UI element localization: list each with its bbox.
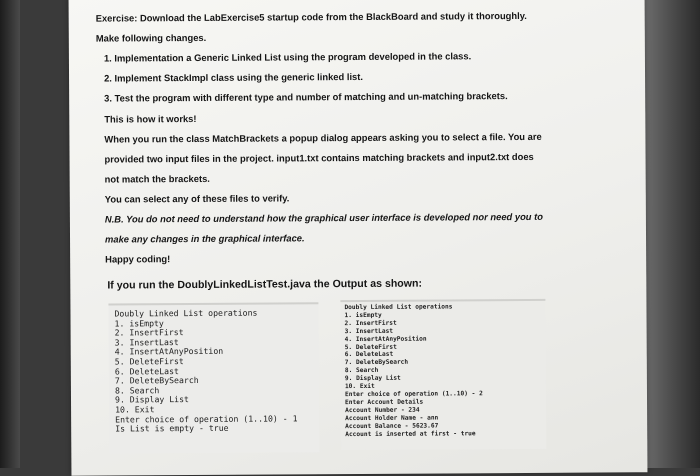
console-line: Enter choice of operation (1..10) - 1 (115, 412, 298, 425)
console-line: 4. InsertAtAnyPosition (344, 335, 427, 343)
closing-text: Happy coding! (105, 253, 171, 265)
console-line: Account is inserted at first - true (345, 429, 476, 438)
description-line-1: When you run the class MatchBrackets a popup dialog appears asking you to select a file. You are (104, 130, 542, 145)
console-line: Doubly Linked List operations (344, 303, 453, 312)
background-edge-right (644, 0, 700, 468)
console-line: 7. DeleteBySearch (114, 375, 199, 386)
console-line: 8. Search (114, 384, 160, 396)
console-line: Account Holder Name - ann (345, 414, 439, 422)
output-heading: If you run the DoublyLinkedListTest.java the Output as shown: (107, 277, 423, 292)
exercise-title: Exercise: Download the LabExercise5 startup code from the BlackBoard and study it thoroughly. (95, 9, 527, 24)
console-line: 10. Exit (115, 404, 155, 415)
console-line: 9. Display List (344, 374, 401, 383)
console-line: 2. InsertFirst (114, 327, 184, 338)
console-line: 2. InsertFirst (344, 319, 397, 327)
console-line: Is List is empty - true (115, 422, 229, 434)
console-line: 3. InsertLast (114, 336, 179, 348)
description-line-4: You can select any of these files to verify. (104, 192, 290, 205)
console-line: 7. DeleteBySearch (344, 359, 409, 367)
console-line: 3. InsertLast (344, 327, 394, 335)
make-changes-text: Make following changes. (95, 31, 207, 44)
description-line-2: provided two input files in the project. input1.txt contains matching brackets and input2.txt does (104, 150, 534, 165)
console-line: Account Number - 234 (345, 406, 420, 414)
step-1: 1. Implementation a Generic Linked List using the program developed in the class. (103, 50, 472, 64)
console-line: 1. isEmpty (114, 317, 164, 329)
console-output-right (340, 299, 546, 450)
console-line: 4. InsertAtAnyPosition (114, 346, 224, 357)
step-2: 2. Implement StackImpl class using the generic linked list. (104, 70, 364, 84)
note-line-1: N.B. You do not need to understand how the graphical user interface is developed nor need you to (104, 210, 544, 225)
step-3: 3. Test the program with different type and number of matching and un-matching brackets. (104, 90, 508, 104)
description-line-3: not match the brackets. (104, 172, 210, 185)
note-line-2: make any changes in the graphical interface. (104, 232, 305, 245)
console-line: 6. DeleteLast (344, 351, 394, 359)
background-edge-left (0, 0, 20, 468)
console-line: 1. isEmpty (344, 311, 382, 319)
console-line: 6. DeleteLast (114, 365, 179, 377)
console-line: Account Balance - 5623.67 (345, 422, 439, 430)
console-line: Doubly Linked List operations (114, 307, 258, 319)
paper-page (69, 0, 648, 476)
console-line: 5. DeleteFirst (344, 343, 397, 351)
console-line: 8. Search (344, 367, 379, 375)
console-line: Enter Account Details (345, 398, 424, 406)
console-output-left (108, 302, 319, 453)
console-line: 9. Display List (114, 394, 189, 405)
console-line: 5. DeleteFirst (114, 356, 184, 367)
console-line: Enter choice of operation (1..10) - 2 (344, 390, 483, 399)
console-line: 10. Exit (344, 382, 375, 391)
how-it-works-text: This is how it works! (104, 112, 197, 125)
